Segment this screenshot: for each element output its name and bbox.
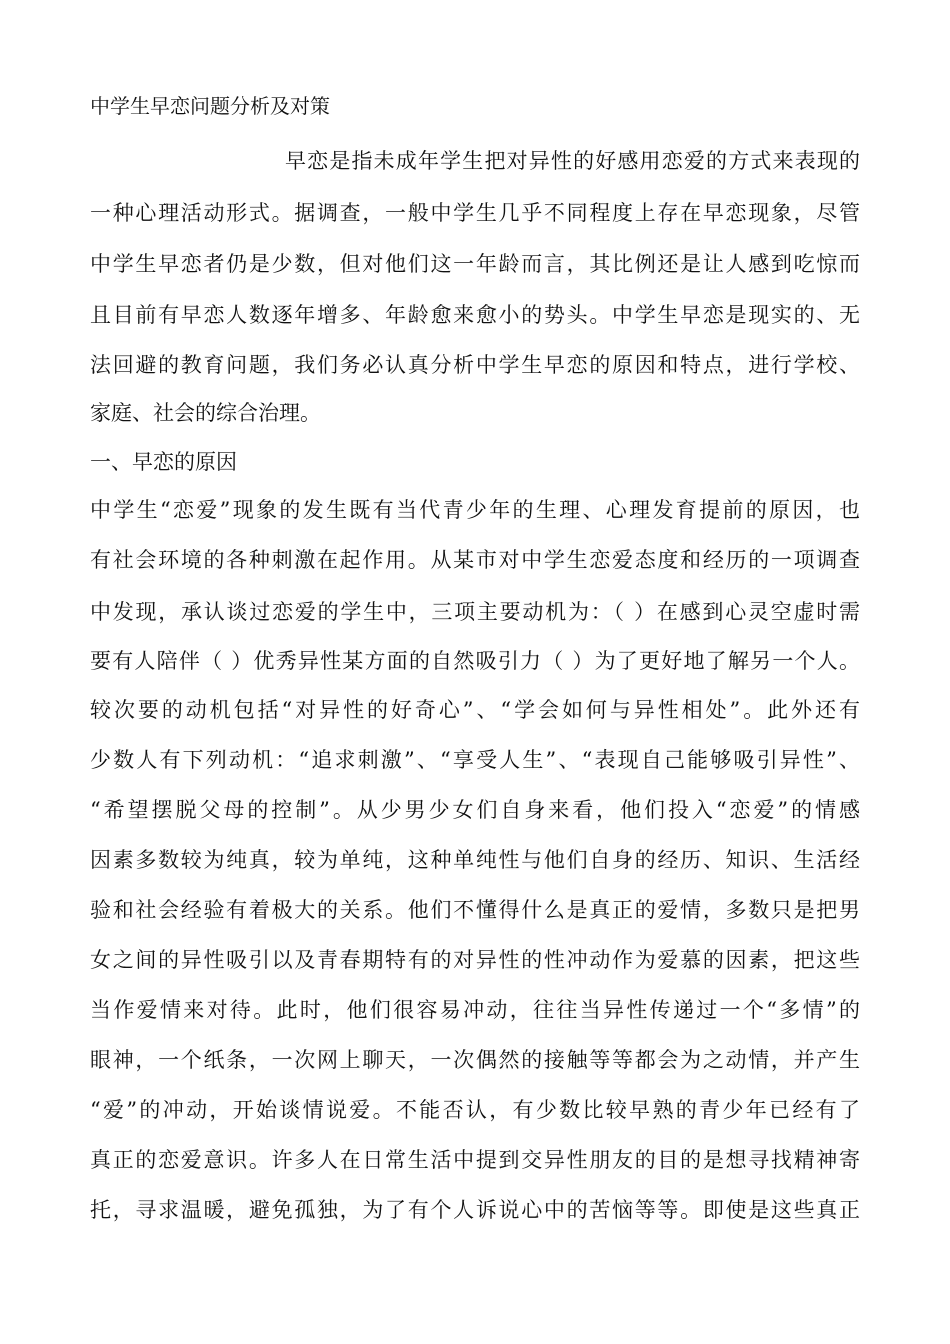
body-line: “爱”的冲动，开始谈情说爱。不能否认，有少数比较早熟的青少年已经有了 [90,1098,860,1122]
intro-line: 中学生早恋者仍是少数，但对他们这一年龄而言，其比例还是让人感到吃惊而 [90,252,860,276]
intro-line: 一种心理活动形式。据调查，一般中学生几乎不同程度上存在早恋现象，尽管 [90,201,860,225]
body-line: 托，寻求温暖，避免孤独，为了有个人诉说心中的苦恼等等。即使是这些真正 [90,1198,860,1222]
body-line: 有社会环境的各种刺激在起作用。从某市对中学生恋爱态度和经历的一项调查 [90,548,860,572]
body-line: 中发现，承认谈过恋爱的学生中，三项主要动机为：（ ）在感到心灵空虚时需 [90,600,860,624]
body-line: 少数人有下列动机：“追求刺激”、“享受人生”、“表现自己能够吸引异性”、 [90,748,860,772]
body-line: 因素多数较为纯真，较为单纯，这种单纯性与他们自身的经历、知识、生活经 [90,848,860,872]
intro-line: 早恋是指未成年学生把对异性的好感用恋爱的方式来表现的 [285,149,860,173]
body-line: 要有人陪伴（ ）优秀异性某方面的自然吸引力（ ）为了更好地了解另一个人。 [90,649,860,673]
document-title: 中学生早恋问题分析及对策 [90,94,330,118]
intro-line: 法回避的教育问题，我们务必认真分析中学生早恋的原因和特点，进行学校、 [90,353,860,377]
section-heading: 一、早恋的原因 [90,450,237,474]
body-line: 验和社会经验有着极大的关系。他们不懂得什么是真正的爱情，多数只是把男 [90,898,860,922]
intro-line: 家庭、社会的综合治理。 [90,401,321,425]
body-line: 女之间的异性吸引以及青春期特有的对异性的性冲动作为爱慕的因素，把这些 [90,948,860,972]
body-line: 较次要的动机包括“对异性的好奇心”、“学会如何与异性相处”。此外还有 [90,698,860,722]
body-line: “希望摆脱父母的控制”。从少男少女们自身来看，他们投入“恋爱”的情感 [90,798,860,822]
intro-line: 且目前有早恋人数逐年增多、年龄愈来愈小的势头。中学生早恋是现实的、无 [90,303,860,327]
body-line: 中学生“恋爱”现象的发生既有当代青少年的生理、心理发育提前的原因，也 [90,498,860,522]
body-line: 当作爱情来对待。此时，他们很容易冲动，往往当异性传递过一个“多情”的 [90,998,860,1022]
body-line: 眼神，一个纸条，一次网上聊天，一次偶然的接触等等都会为之动情，并产生 [90,1048,860,1072]
document-page [90,0,860,1344]
body-line: 真正的恋爱意识。许多人在日常生活中提到交异性朋友的目的是想寻找精神寄 [90,1148,860,1172]
